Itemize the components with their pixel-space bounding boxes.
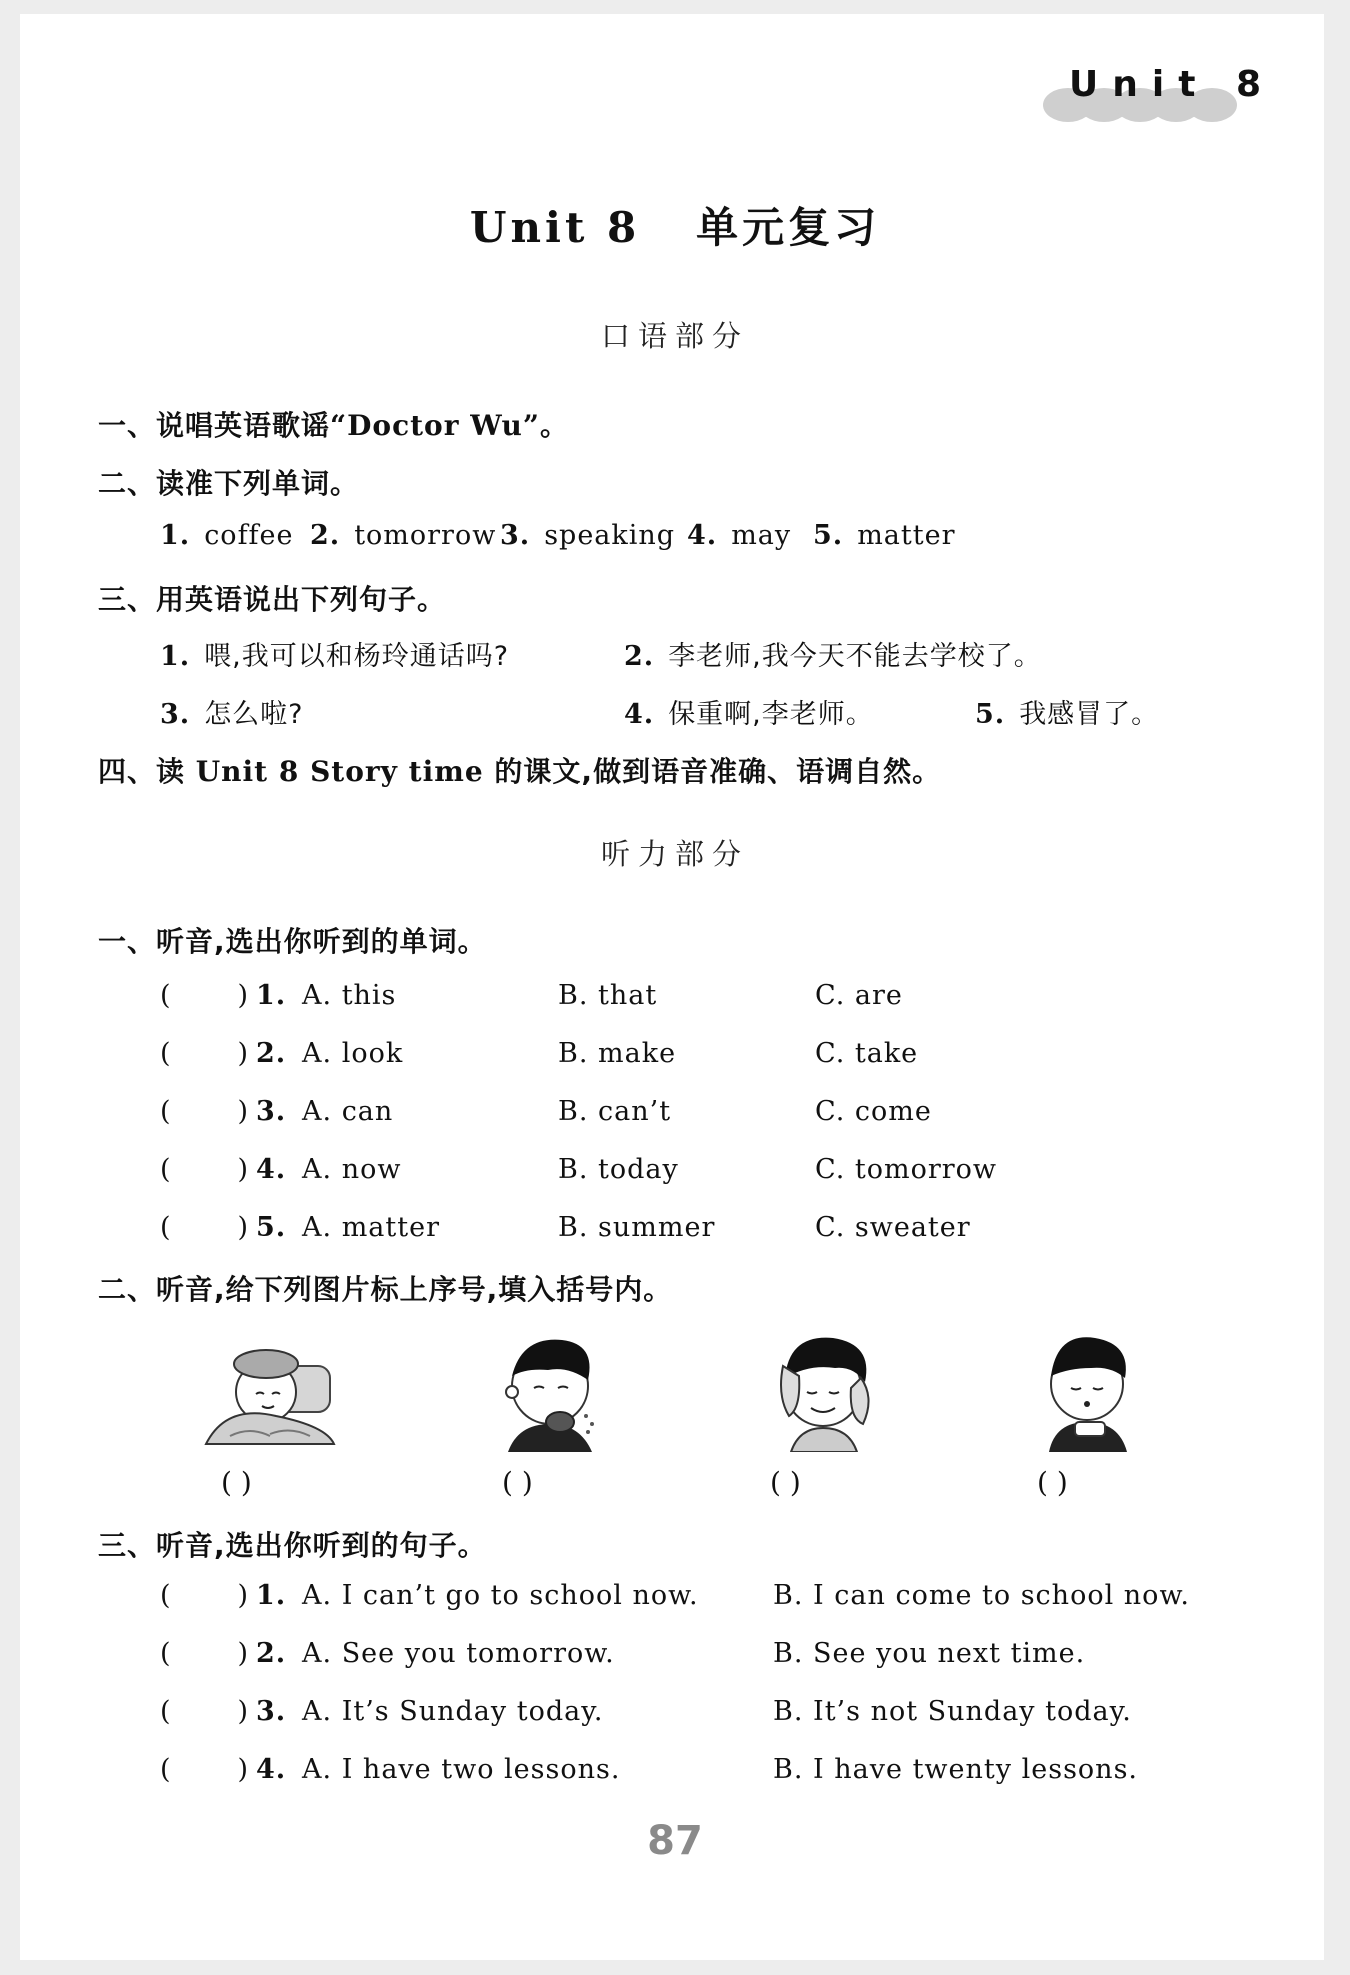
- item-number: 2.: [256, 1038, 287, 1069]
- page-number: 87: [647, 1818, 703, 1864]
- listening-q3-heading: 三、听音,选出你听到的句子。: [98, 1529, 487, 1562]
- option-c: C. are: [815, 980, 903, 1011]
- word-item: 3. speaking: [500, 520, 676, 551]
- page-title: Unit 8 单元复习: [469, 203, 881, 252]
- answer-bracket[interactable]: ( ): [160, 1638, 250, 1669]
- option-b: B. See you next time.: [773, 1638, 1086, 1669]
- word-item: 5. matter: [813, 520, 956, 551]
- option-a: A. See you tomorrow.: [302, 1638, 615, 1669]
- option-b: B. that: [558, 980, 658, 1011]
- answer-bracket[interactable]: ( ): [160, 1096, 250, 1127]
- option-b: B. I have twenty lessons.: [773, 1754, 1139, 1785]
- option-a: A. It’s Sunday today.: [302, 1696, 604, 1727]
- listening-q1-heading: 一、听音,选出你听到的单词。: [98, 925, 487, 958]
- sore-throat-boy-picture: [1035, 1326, 1140, 1452]
- answer-bracket[interactable]: ( ): [160, 1212, 250, 1243]
- word-item: 1. coffee: [160, 520, 294, 551]
- item-number: 1.: [256, 980, 287, 1011]
- option-b: B. can’t: [558, 1096, 672, 1127]
- item-number: 3.: [256, 1096, 287, 1127]
- option-a: A. now: [302, 1154, 402, 1185]
- oral-q3-heading: 三、用英语说出下列句子。: [98, 583, 447, 616]
- option-a: A. I have two lessons.: [302, 1754, 621, 1785]
- listening-q2-heading: 二、听音,给下列图片标上序号,填入括号内。: [98, 1273, 673, 1306]
- answer-bracket[interactable]: ( ): [160, 1696, 250, 1727]
- option-a: A. can: [302, 1096, 394, 1127]
- option-c: C. sweater: [815, 1212, 971, 1243]
- option-a: A. look: [302, 1038, 404, 1069]
- story-reference: Unit 8 Story time: [195, 755, 484, 788]
- option-b: B. I can come to school now.: [773, 1580, 1190, 1611]
- answer-bracket[interactable]: ( ): [160, 1580, 250, 1611]
- option-a: A. this: [302, 980, 397, 1011]
- answer-bracket[interactable]: ( ): [160, 1154, 250, 1185]
- item-number: 4.: [256, 1754, 287, 1785]
- answer-bracket[interactable]: ( ): [160, 1754, 250, 1785]
- oral-q4-heading: 四、读 Unit 8 Story time 的课文,做到语音准确、语调自然。: [98, 755, 942, 788]
- oral-q1-heading: [98, 404, 569, 444]
- item-number: 2.: [256, 1638, 287, 1669]
- option-a: A. I can’t go to school now.: [302, 1580, 699, 1611]
- item-number: 5.: [256, 1212, 287, 1243]
- listening-section-title: 听力部分: [600, 837, 749, 871]
- option-a: A. matter: [302, 1212, 440, 1243]
- sick-in-bed-picture: [200, 1326, 340, 1452]
- picture-answer-bracket[interactable]: ( ): [770, 1466, 801, 1499]
- word-item: 2. tomorrow: [310, 520, 497, 551]
- picture-answer-bracket[interactable]: ( ): [221, 1466, 252, 1499]
- option-b: B. summer: [558, 1212, 716, 1243]
- option-b: B. It’s not Sunday today.: [773, 1696, 1132, 1727]
- word-item: 4. may: [687, 520, 792, 551]
- option-c: C. take: [815, 1038, 919, 1069]
- option-b: B. make: [558, 1038, 677, 1069]
- oral-q1-prefix: 一、说唱英语歌谣: [98, 409, 331, 442]
- coughing-boy-picture: [490, 1326, 615, 1452]
- oral-q1-suffix: 。: [540, 409, 570, 442]
- picture-answer-bracket[interactable]: ( ): [1037, 1466, 1068, 1499]
- sentence-item: 3. 怎么啦?: [160, 699, 304, 730]
- sentence-item: 1. 喂,我可以和杨玲通话吗?: [160, 641, 510, 672]
- headache-boy-picture: [765, 1326, 885, 1452]
- picture-answer-bracket[interactable]: ( ): [502, 1466, 533, 1499]
- item-number: 1.: [256, 1580, 287, 1611]
- sentence-item: 2. 李老师,我今天不能去学校了。: [624, 641, 1042, 672]
- answer-bracket[interactable]: ( ): [160, 980, 250, 1011]
- answer-bracket[interactable]: ( ): [160, 1038, 250, 1069]
- sentence-item: 4. 保重啊,李老师。: [624, 699, 874, 730]
- option-b: B. today: [558, 1154, 679, 1185]
- unit-header-text: Unit 8: [1069, 64, 1275, 105]
- oral-section-title: 口语部分: [600, 319, 749, 353]
- item-number: 4.: [256, 1154, 287, 1185]
- song-title: “Doctor Wu”: [330, 409, 541, 442]
- option-c: C. tomorrow: [815, 1154, 998, 1185]
- oral-q2-heading: 二、读准下列单词。: [98, 467, 360, 500]
- item-number: 3.: [256, 1696, 287, 1727]
- option-c: C. come: [815, 1096, 932, 1127]
- unit-header-tag: [1043, 62, 1275, 122]
- sentence-item: 5. 我感冒了。: [975, 699, 1160, 730]
